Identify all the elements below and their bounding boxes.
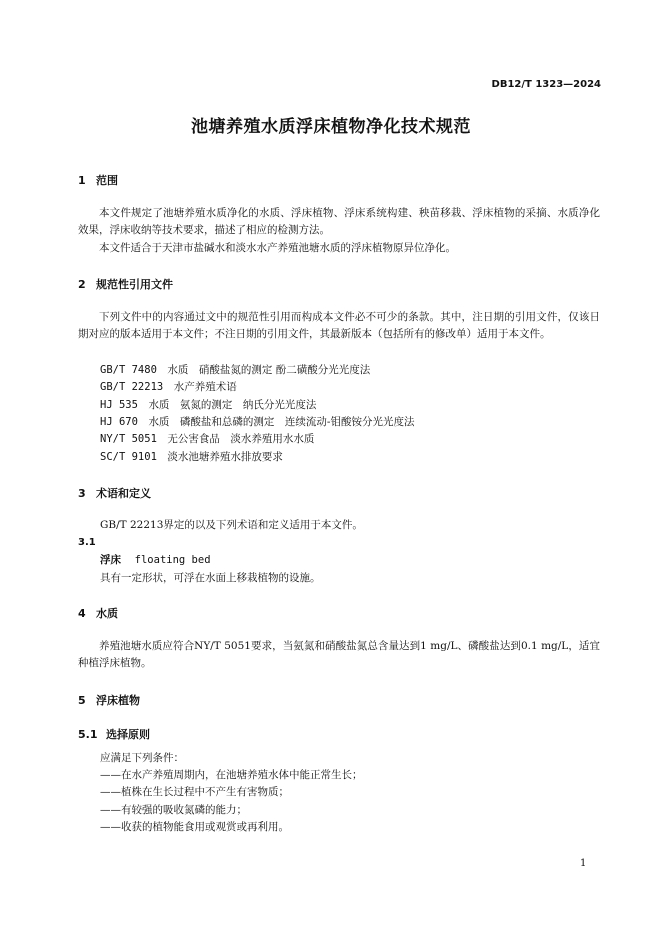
reference-code: HJ 670 (100, 416, 138, 428)
document-title: 池塘养殖水质浮床植物净化技术规范 (191, 117, 471, 137)
condition-item: ——有较强的吸收氮磷的能力； (100, 804, 247, 816)
section-4-paragraph: 养殖池塘水质应符合NY/T 5051要求，当氨氮和硝酸盐氮总含量达到1 mg/L、磷酸盐达到0.1 mg/L，适宜种植浮床植物。 (78, 640, 600, 669)
reference-title: 淡水池塘养殖水排放要求 (167, 451, 283, 463)
condition-item: ——在水产养殖周期内，在池塘养殖水体中能正常生长； (100, 769, 363, 781)
reference-item (100, 362, 370, 377)
section-2-intro: 下列文件中的内容通过文中的规范性引用而构成本文件必不可少的条款。其中，注日期的引用文件，仅该日期对应的版本适用于本文件；不注日期的引用文件，其最新版本（包括所有的修改单）适用于本文件。 (78, 311, 600, 340)
section-title: 范围 (96, 174, 118, 187)
reference-title: 水质 磷酸盐和总磷的测定 连续流动-钼酸铵分光光度法 (148, 416, 415, 428)
section-5-heading (78, 692, 140, 708)
standard-code: DB12/T 1323—2024 (491, 79, 601, 90)
reference-code: SC/T 9101 (100, 451, 157, 463)
term-number: 3.1 (78, 537, 96, 548)
reference-item (100, 414, 414, 429)
term-definition: 具有一定形状，可浮在水面上移栽植物的设施。 (100, 572, 321, 584)
term-entry (100, 552, 211, 568)
page-number: 1 (580, 858, 587, 869)
term-chinese: 浮床 (100, 554, 121, 566)
section-title: 水质 (96, 607, 118, 620)
reference-code: HJ 535 (100, 399, 138, 411)
section-1-heading (78, 172, 118, 188)
term-english: floating bed (134, 554, 211, 566)
section-number: 1 (78, 174, 86, 187)
reference-item (100, 449, 283, 464)
subsection-number: 5.1 (78, 728, 98, 741)
reference-title: 无公害食品 淡水养殖用水水质 (167, 433, 315, 445)
reference-title: 水质 氨氮的测定 纳氏分光光度法 (148, 399, 317, 411)
reference-code: GB/T 7480 (100, 364, 157, 376)
subsection-5-1-heading (78, 726, 150, 742)
section-title: 浮床植物 (96, 694, 140, 707)
section-4-heading (78, 605, 118, 621)
reference-title: 水质 硝酸盐氮的测定 酚二磺酸分光光度法 (167, 364, 371, 376)
section-1-paragraph-1: 本文件规定了池塘养殖水质净化的水质、浮床植物、浮床系统构建、秧苗移栽、浮床植物的采摘、水质净化效果，浮床收纳等技术要求，描述了相应的检测方法。 (78, 207, 600, 236)
section-number: 2 (78, 278, 86, 291)
section-title: 规范性引用文件 (96, 278, 173, 291)
reference-item (100, 431, 314, 446)
reference-title: 水产养殖术语 (173, 381, 237, 393)
condition-item: ——植株在生长过程中不产生有害物质； (100, 786, 289, 798)
section-1-paragraph-2: 本文件适合于天津市盐碱水和淡水水产养殖池塘水质的浮床植物原异位净化。 (99, 242, 456, 254)
subsection-title: 选择原则 (106, 728, 150, 741)
section-3-intro: GB/T 22213界定的以及下列术语和定义适用于本文件。 (100, 519, 363, 531)
conditions-lead: 应满足下列条件： (100, 752, 184, 764)
reference-code: NY/T 5051 (100, 433, 157, 445)
section-3-heading (78, 485, 151, 501)
reference-item (100, 397, 316, 412)
section-number: 4 (78, 607, 86, 620)
condition-item: ——收获的植物能食用或观赏或再利用。 (100, 821, 289, 833)
reference-code: GB/T 22213 (100, 381, 164, 393)
section-2-heading (78, 276, 173, 292)
section-number: 3 (78, 487, 86, 500)
section-title: 术语和定义 (96, 487, 151, 500)
reference-item (100, 379, 237, 394)
section-number: 5 (78, 694, 86, 707)
